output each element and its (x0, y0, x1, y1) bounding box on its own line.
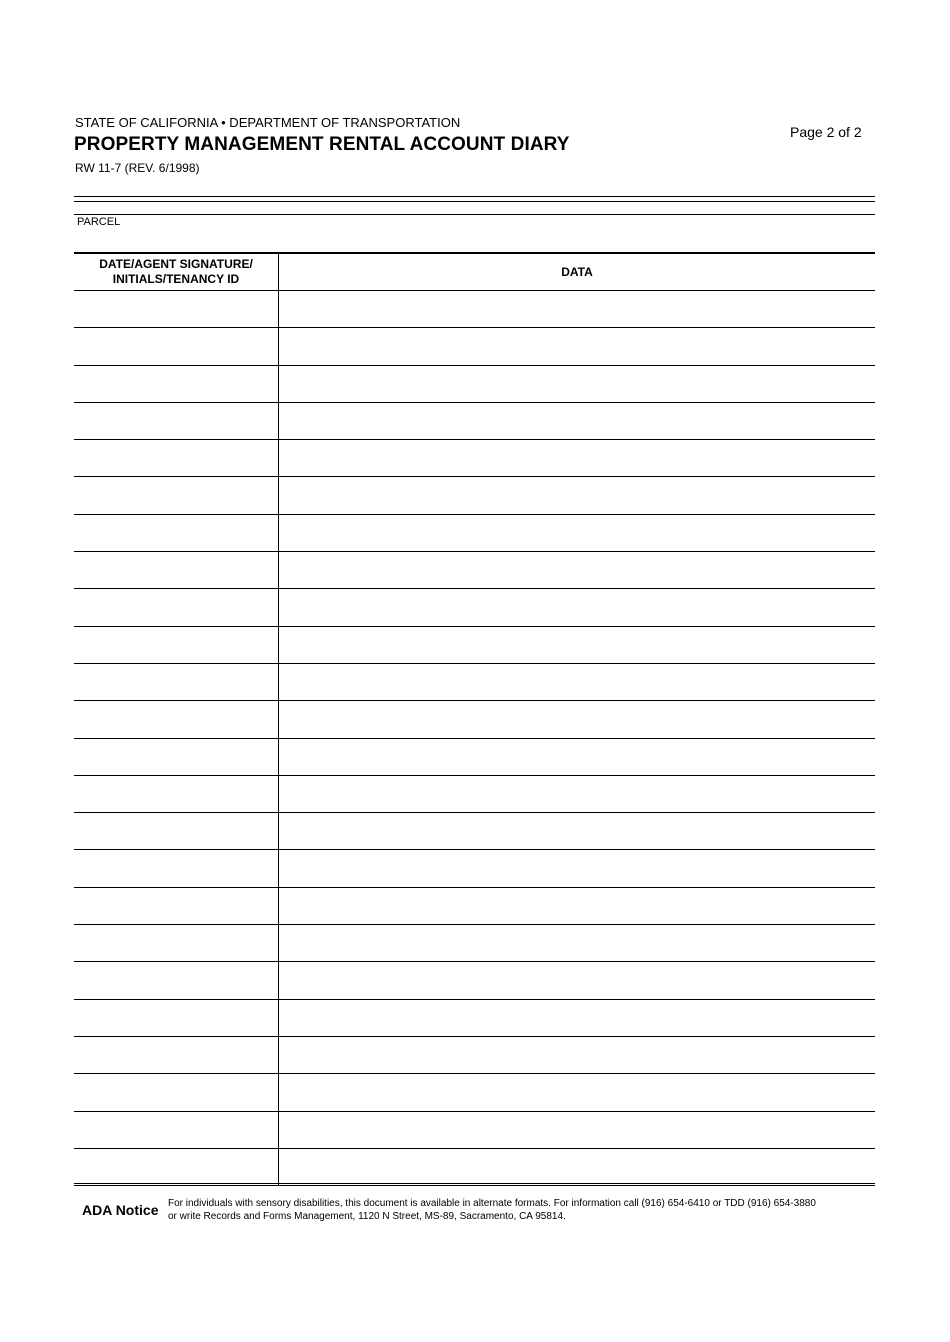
table-row (74, 850, 875, 887)
date-agent-cell[interactable] (74, 514, 279, 551)
table-row (74, 365, 875, 402)
table-row (74, 626, 875, 663)
data-cell[interactable] (279, 663, 876, 700)
table-row (74, 477, 875, 514)
date-agent-cell[interactable] (74, 477, 279, 514)
ada-notice (74, 1189, 875, 1227)
form-title: PROPERTY MANAGEMENT RENTAL ACCOUNT DIARY (74, 134, 570, 155)
diary-table (74, 252, 875, 1186)
date-agent-cell[interactable] (74, 365, 279, 402)
date-agent-cell[interactable] (74, 887, 279, 924)
table-bottom-double-rule (74, 1183, 875, 1188)
column-header-date-agent (74, 253, 279, 291)
ada-notice-line2: or write Records and Forms Management, 1120 N Street, MS-89, Sacramento, CA 95814. (168, 1211, 566, 1222)
table-row (74, 701, 875, 738)
date-agent-cell[interactable] (74, 552, 279, 589)
date-agent-cell[interactable] (74, 1074, 279, 1111)
data-cell[interactable] (279, 402, 876, 439)
data-cell[interactable] (279, 701, 876, 738)
parcel-field[interactable] (140, 216, 870, 244)
data-cell[interactable] (279, 365, 876, 402)
table-row (74, 887, 875, 924)
table-row (74, 514, 875, 551)
date-agent-cell[interactable] (74, 1111, 279, 1148)
date-agent-cell[interactable] (74, 328, 279, 365)
data-cell[interactable] (279, 925, 876, 962)
data-cell[interactable] (279, 328, 876, 365)
data-cell[interactable] (279, 813, 876, 850)
table-row (74, 775, 875, 812)
column-header-date-agent-line2: INITIALS/TENANCY ID (112, 272, 240, 286)
date-agent-cell[interactable] (74, 402, 279, 439)
data-cell[interactable] (279, 552, 876, 589)
date-agent-cell[interactable] (74, 440, 279, 477)
date-agent-cell[interactable] (74, 589, 279, 626)
table-row (74, 440, 875, 477)
data-cell[interactable] (279, 1111, 876, 1148)
data-cell[interactable] (279, 514, 876, 551)
data-cell[interactable] (279, 477, 876, 514)
data-cell[interactable] (279, 775, 876, 812)
ada-notice-line1: For individuals with sensory disabilities, this document is available in alternate formats. For information call (916) 654-6410 or TDD (916) 654-3880 (168, 1198, 816, 1209)
date-agent-cell[interactable] (74, 775, 279, 812)
date-agent-cell[interactable] (74, 999, 279, 1036)
data-cell[interactable] (279, 962, 876, 999)
table-row (74, 291, 875, 328)
table-row (74, 663, 875, 700)
column-header-date-agent-line1: DATE/AGENT SIGNATURE/ (99, 257, 253, 271)
data-cell[interactable] (279, 589, 876, 626)
date-agent-cell[interactable] (74, 291, 279, 328)
page-number: Page 2 of 2 (790, 124, 862, 140)
date-agent-cell[interactable] (74, 738, 279, 775)
date-agent-cell[interactable] (74, 1036, 279, 1073)
table-row (74, 999, 875, 1036)
date-agent-cell[interactable] (74, 626, 279, 663)
table-row (74, 1074, 875, 1111)
data-cell[interactable] (279, 291, 876, 328)
table-row (74, 962, 875, 999)
parcel-label: PARCEL (77, 216, 121, 228)
table-row (74, 552, 875, 589)
data-cell[interactable] (279, 999, 876, 1036)
table-row (74, 402, 875, 439)
data-cell[interactable] (279, 738, 876, 775)
table-row (74, 1148, 875, 1185)
date-agent-cell[interactable] (74, 663, 279, 700)
date-agent-cell[interactable] (74, 701, 279, 738)
column-header-data: DATA (561, 264, 593, 279)
table-row (74, 1111, 875, 1148)
date-agent-cell[interactable] (74, 850, 279, 887)
data-cell[interactable] (279, 440, 876, 477)
date-agent-cell[interactable] (74, 925, 279, 962)
data-cell[interactable] (279, 626, 876, 663)
data-cell[interactable] (279, 850, 876, 887)
data-cell[interactable] (279, 1074, 876, 1111)
date-agent-cell[interactable] (74, 1148, 279, 1185)
header-rule-top (74, 196, 875, 197)
date-agent-cell[interactable] (74, 813, 279, 850)
diary-table-body (74, 291, 875, 1186)
ada-notice-text (168, 1197, 816, 1223)
data-cell[interactable] (279, 1148, 876, 1185)
table-row (74, 738, 875, 775)
date-agent-cell[interactable] (74, 962, 279, 999)
header-rule-bottom (74, 201, 875, 202)
parcel-field-line (74, 214, 875, 215)
data-cell[interactable] (279, 1036, 876, 1073)
form-number: RW 11-7 (REV. 6/1998) (75, 161, 200, 175)
agency-line: STATE OF CALIFORNIA • DEPARTMENT OF TRANSPORTATION (75, 115, 461, 130)
ada-notice-label: ADA Notice (82, 1202, 159, 1218)
table-row (74, 813, 875, 850)
table-row (74, 925, 875, 962)
table-row (74, 328, 875, 365)
table-row (74, 1036, 875, 1073)
table-row (74, 589, 875, 626)
data-cell[interactable] (279, 887, 876, 924)
table-header-row (74, 253, 875, 291)
